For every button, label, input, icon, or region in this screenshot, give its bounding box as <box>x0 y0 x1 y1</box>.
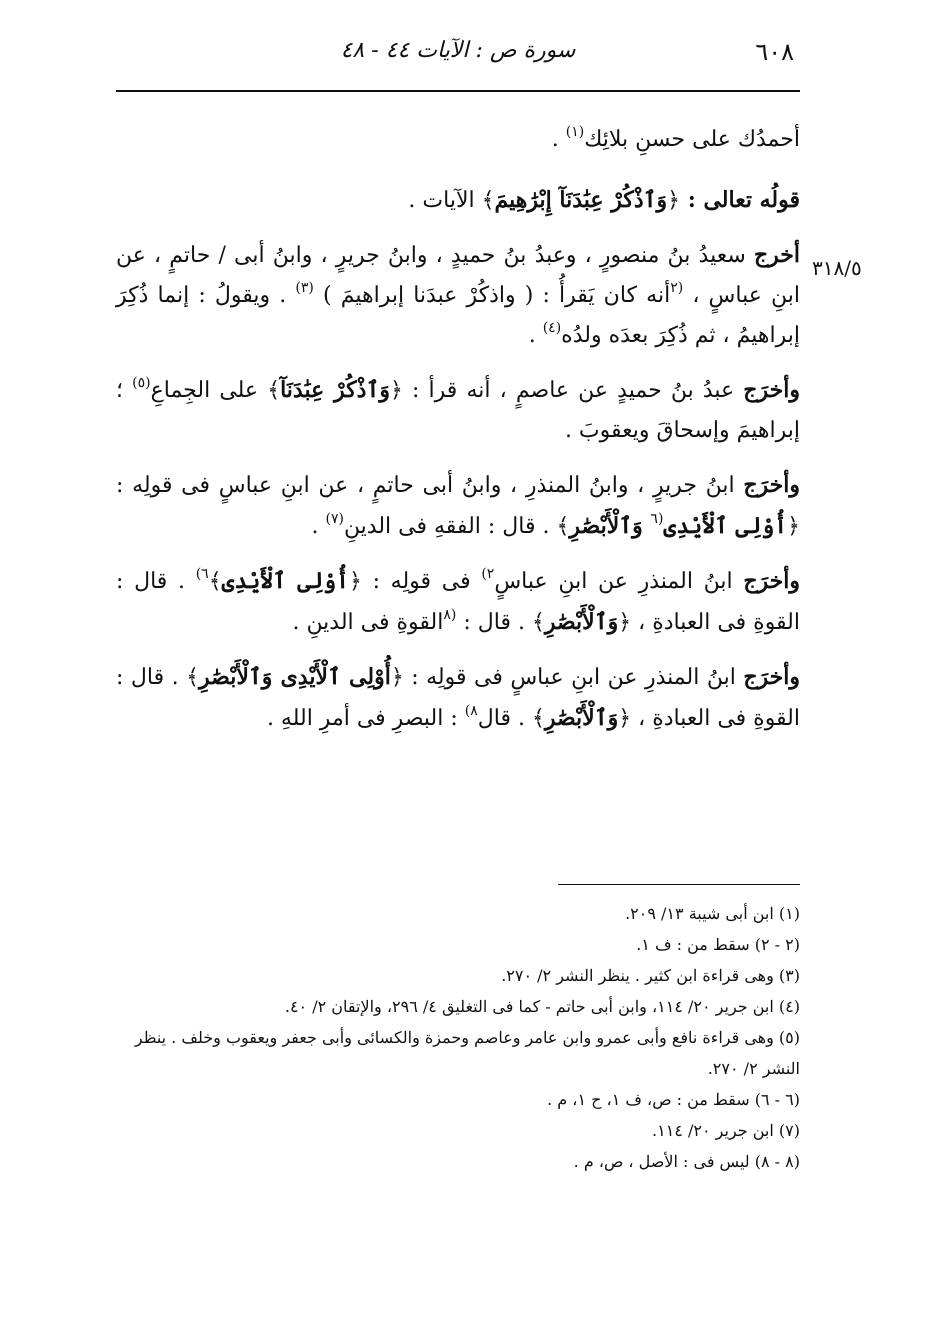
text: فى قولِه : <box>361 569 482 594</box>
lead-word: وأخرَج <box>743 472 800 498</box>
footnote: (٢ - ٢) سقط من : ف ١. <box>636 935 800 954</box>
text: . قال <box>477 706 532 731</box>
text: . قال : القوةِ فى العبادةِ ، <box>116 665 800 731</box>
lead-word: وأخرَج <box>743 377 800 403</box>
text: : البصرِ فى أمرِ اللهِ . <box>266 706 465 731</box>
verse-ornament-close: ﴾ <box>208 569 222 594</box>
text: ابنُ جريرٍ ، وابنُ المنذرِ ، وابنُ أبى حاتمٍ ، عن ابنِ عباسٍ فى قولِه : <box>116 473 744 498</box>
verse-ornament-open: ﴿ <box>787 514 800 539</box>
paragraph-5 <box>116 561 800 643</box>
paragraph-4 <box>116 465 800 547</box>
text: . <box>311 514 326 539</box>
header-rule <box>116 90 800 92</box>
text: على الجِماعِ <box>150 378 268 403</box>
text: ابنُ المنذرِ عن ابنِ عباسٍ <box>494 569 744 594</box>
lead-word: أخرج <box>753 242 800 268</box>
footnote-ref: ٢) <box>481 565 495 582</box>
quran-verse: أُوْلِى ٱلْأَيْدِى <box>221 568 349 594</box>
footnote-ref: ٦) <box>195 565 209 582</box>
footnote: (٦ - ٦) سقط من : ص، ف ١، ح ١، م . <box>547 1090 800 1109</box>
paragraph-1 <box>116 180 800 221</box>
verse-ornament-open: ﴿ <box>618 610 632 635</box>
text: . <box>528 323 543 348</box>
verse-ornament-open: ﴿ <box>389 378 403 403</box>
text: القوةِ فى الدينِ . <box>292 610 444 635</box>
footnote: (٥) وهى قراءة نافع وأبى عمرو وابن عامر وعاصم وحمزة والكسائى وأبى جعفر ويعقوب وخلف . ينظر النشر ٢/ ٢٧٠. <box>134 1028 800 1078</box>
footnotes <box>116 898 800 1177</box>
lead-word: وأخرَج <box>743 568 800 594</box>
text: . قال : <box>456 610 532 635</box>
verse-ornament-close: ﴾ <box>481 188 495 213</box>
text: ابنُ المنذرِ عن ابنِ عباسٍ فى قولِه : <box>403 665 744 690</box>
paragraph-0 <box>116 120 800 160</box>
paragraph-6 <box>116 657 800 739</box>
quran-verse: وَٱلْأَبْصَٰرِ <box>569 513 651 539</box>
quran-verse: أُوْلِى ٱلْأَيْدِى وَٱلْأَبْصَٰرِ <box>198 664 391 690</box>
verse-ornament-open: ﴿ <box>390 665 404 690</box>
footnote-ref: (٨ <box>443 606 457 623</box>
footnote-ref: (١) <box>565 123 585 140</box>
footnote-ref: (٤) <box>542 319 562 336</box>
lead-word: وأخرَج <box>743 664 800 690</box>
text: الآيات . <box>408 188 482 213</box>
text: . <box>551 127 566 152</box>
verse-ornament-open: ﴿ <box>618 706 632 731</box>
footnote-ref: (٢ <box>670 279 684 296</box>
verse-ornament-open: ﴿ <box>348 569 362 594</box>
quran-verse: وَٱلْأَبْصَٰرِ <box>544 705 619 731</box>
text: عبدُ بنُ حميدٍ عن عاصمٍ ، أنه قرأ : <box>402 378 744 403</box>
paragraph-3 <box>116 370 800 451</box>
text: . قال : الفقهِ فى الدينِ <box>343 514 557 539</box>
lead-word: قولُه تعالى : <box>680 187 800 213</box>
footnote: (٧) ابن جرير ٢٠/ ١١٤. <box>652 1121 800 1140</box>
footnote-ref: (٧) <box>325 510 344 527</box>
footnote: (٣) وهى قراءة ابن كثير . ينظر النشر ٢/ ٢٧٠. <box>501 966 800 985</box>
verse-ornament-close: ﴾ <box>556 514 570 539</box>
text: أحمدُك على حسنِ بلائِك <box>584 127 800 152</box>
quran-verse: وَٱذْكُرْ عِبَٰدَنَآ إِبْرَٰهِيمَ <box>494 187 668 213</box>
quran-verse: وَٱلْأَبْصَٰرِ <box>544 609 619 635</box>
footnote-ref: (٥) <box>132 374 151 391</box>
paragraph-2 <box>116 235 800 356</box>
footnote-ref: (٣) <box>295 279 314 296</box>
text: . قال : القوةِ فى العبادةِ ، <box>116 569 800 635</box>
quran-verse: وَٱذْكُرْ عِبَٰدَنَآ <box>280 377 390 403</box>
footnote: (١) ابن أبى شيبة ١٣/ ٢٠٩. <box>625 904 800 923</box>
running-head: سورة ص : الآيات ٤٤ - ٤٨ <box>340 38 576 63</box>
text: ؛ إبراهيمَ وإسحاقَ ويعقوبَ . <box>116 378 800 443</box>
main-text <box>116 120 800 753</box>
verse-ornament-close: ﴾ <box>531 706 545 731</box>
page-number: ٦٠٨ <box>755 38 794 66</box>
quran-verse: أُوْلِى ٱلْأَيْدِى <box>663 513 788 539</box>
margin-reference: ٣١٨/٥ <box>812 256 862 280</box>
footnote-ref: (٦ <box>650 510 664 527</box>
footnote-ref: ٨) <box>464 702 478 719</box>
verse-ornament-close: ﴾ <box>531 610 545 635</box>
page-header <box>116 38 800 78</box>
text: أنه كان يَقرأُ : ( واذكُرْ عبدَنا إبراهيمَ ) <box>313 283 671 308</box>
verse-ornament-close: ﴾ <box>267 378 281 403</box>
footnote: (٨ - ٨) ليس فى : الأصل ، ص، م . <box>573 1152 800 1171</box>
text: سعيدُ بنُ منصورٍ ، وعبدُ بنُ حميدٍ ، وابنُ جريرٍ ، وابنُ أبى / حاتمٍ ، عن ابنِ عباسٍ ، <box>116 243 801 308</box>
footnote: (٤) ابن جرير ٢٠/ ١١٤، وابن أبى حاتم - كما فى التغليق ٤/ ٢٩٦، والإتقان ٢/ ٤٠. <box>284 997 800 1016</box>
text: . ويقولُ : إنما ذُكِرَ إبراهيمُ ، ثم ذُكِرَ بعدَه ولدُه <box>116 283 800 348</box>
footnote-rule <box>558 884 800 885</box>
verse-ornament-close: ﴾ <box>186 665 199 690</box>
verse-ornament-open: ﴿ <box>667 188 681 213</box>
